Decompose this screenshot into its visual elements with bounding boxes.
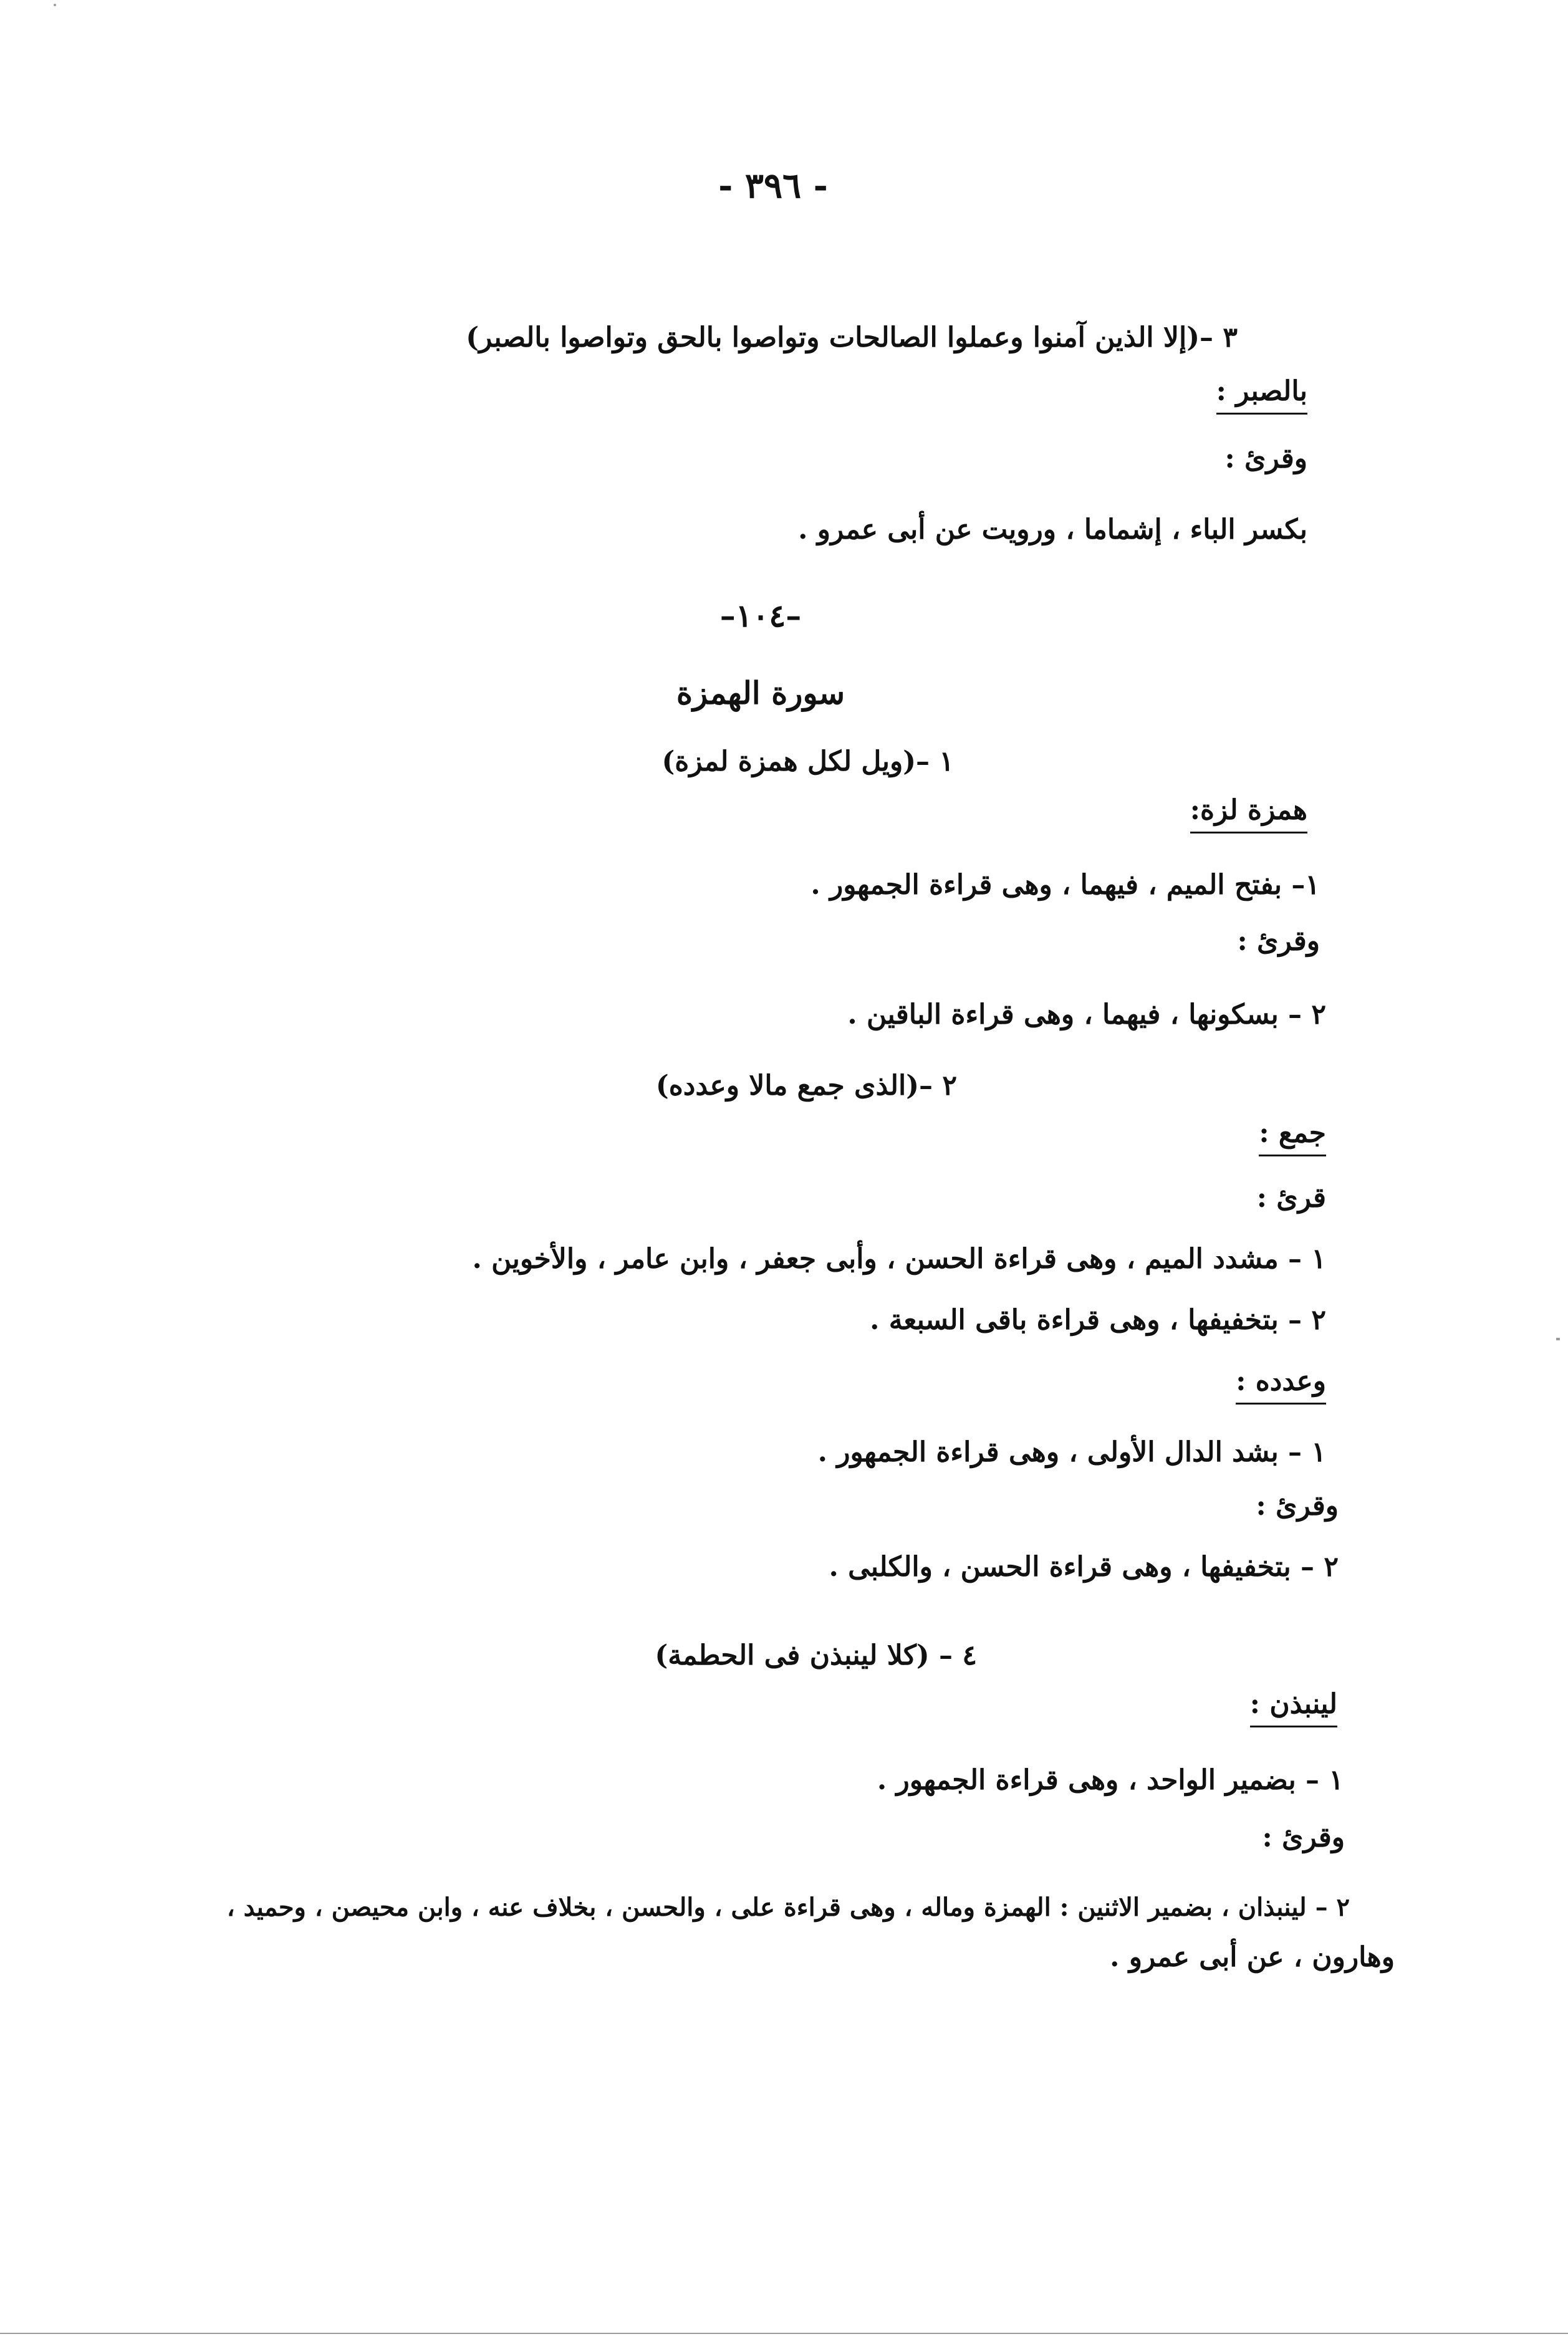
reading-label: وقرئ : bbox=[1224, 443, 1307, 474]
quran-verse: ٣ –(إلا الذين آمنوا وعملوا الصالحات وتواصوا بالحق وتواصوا بالصبر) bbox=[466, 322, 1238, 353]
scan-corner-mark bbox=[54, 4, 56, 6]
reading-text: ٢ – بتخفيفها ، وهى قراءة الحسن ، والكلبى . bbox=[829, 1551, 1339, 1583]
reading-text: ١– بفتح الميم ، فيهما ، وهى قراءة الجمهور . bbox=[810, 869, 1320, 901]
reading-text: ١ – بضمير الواحد ، وهى قراءة الجمهور . bbox=[877, 1764, 1344, 1796]
word-heading: بالصبر : bbox=[1216, 373, 1307, 415]
quran-verse: ١ –(ويل لكل همزة لمزة) bbox=[661, 746, 954, 777]
reading-text: بكسر الباء ، إشماما ، ورويت عن أبى عمرو . bbox=[798, 514, 1307, 545]
reading-text: ١ – بشد الدال الأولى ، وهى قراءة الجمهور . bbox=[817, 1436, 1326, 1468]
reading-label: قرئ : bbox=[1256, 1182, 1326, 1214]
reading-text: ٢ – بتخفيفها ، وهى قراءة باقى السبعة . bbox=[870, 1304, 1326, 1336]
sura-title: سورة الهمزة bbox=[676, 675, 845, 711]
word-heading: همزة لزة: bbox=[1190, 792, 1307, 833]
reading-text: ٢ – لينبذان ، بضمير الاثنين : الهمزة وماله ، وهى قراءة على ، والحسن ، بخلاف عنه ، وابن محيصن ، وحميد ، bbox=[226, 1893, 1350, 1922]
reading-text: ٢ – بسكونها ، فيهما ، وهى قراءة الباقين . bbox=[847, 999, 1326, 1030]
scan-edge-mark bbox=[1556, 1338, 1560, 1340]
word-heading: وعدده : bbox=[1236, 1363, 1326, 1405]
quran-verse: ٤ – (كلا لينبذن فى الحطمة) bbox=[655, 1640, 977, 1671]
quran-verse: ٢ –(الذى جمع مالا وعدده) bbox=[655, 1070, 957, 1102]
reading-label: وقرئ : bbox=[1262, 1822, 1345, 1853]
reading-text: وهارون ، عن أبى عمرو . bbox=[1110, 1941, 1395, 1973]
reading-label: وقرئ : bbox=[1256, 1490, 1339, 1522]
word-heading: جمع : bbox=[1259, 1115, 1326, 1156]
page-bottom-edge bbox=[0, 2333, 1568, 2334]
reading-label: وقرئ : bbox=[1237, 925, 1320, 957]
section-number: –١٠٤– bbox=[719, 597, 802, 634]
page-number: - ٣٩٦ - bbox=[718, 165, 828, 206]
reading-text: ١ – مشدد الميم ، وهى قراءة الحسن ، وأبى جعفر ، وابن عامر ، والأخوين . bbox=[472, 1243, 1326, 1275]
word-heading: لينبذن : bbox=[1250, 1686, 1337, 1727]
